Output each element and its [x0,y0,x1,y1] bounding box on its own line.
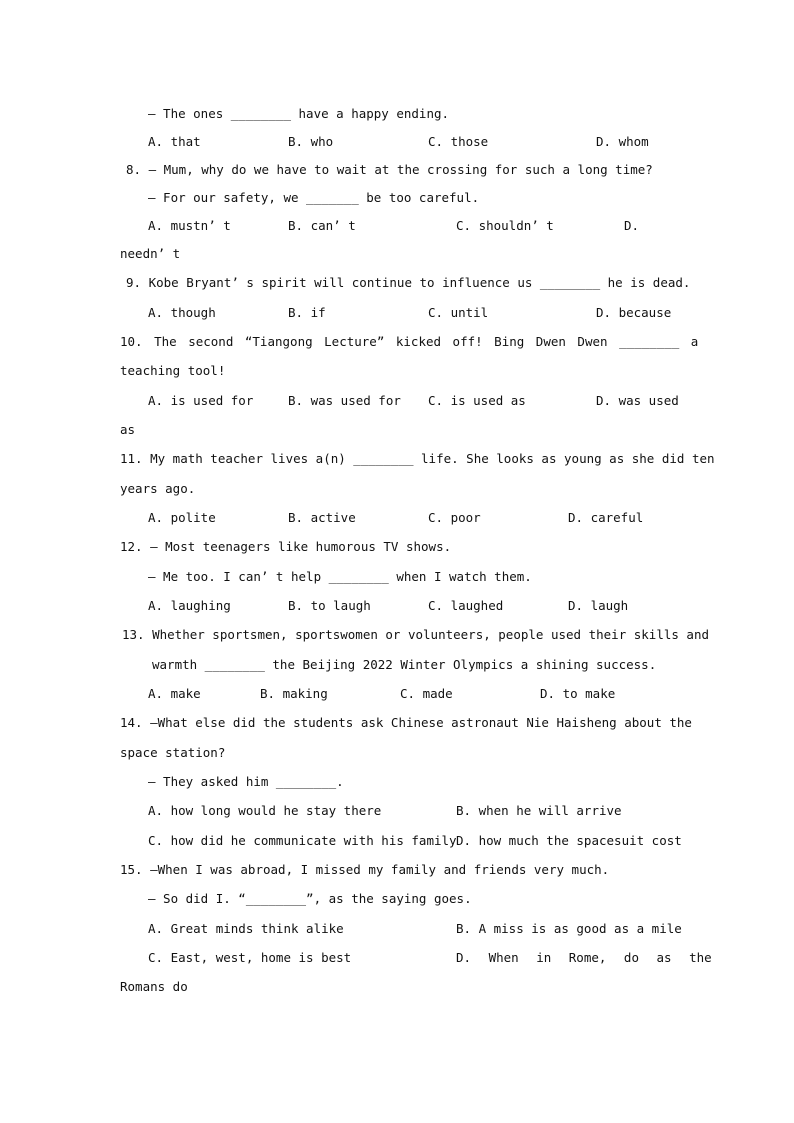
q15-option-c: C. East, west, home is best [148,950,352,965]
q12-answer-line: — Me too. I can’ t help ________ when I watch them. [148,569,532,584]
q14-option-d: D. how much the spacesuit cost [456,833,682,848]
q12-prompt: 12. — Most teenagers like humorous TV shows. [120,539,452,554]
q14-option-c: C. how did he communicate with his family [148,833,457,848]
q12-option-b: B. to laugh [288,598,371,613]
q13-option-b: B. making [260,686,328,701]
q8-option-b: B. can’ t [288,218,356,233]
q12-option-c: C. laughed [428,598,504,613]
q10-option-d: D. was used [596,393,679,408]
q9-option-a: A. though [148,305,216,320]
q11-option-a: A. polite [148,510,216,525]
q14-answer-line: — They asked him ________. [148,774,344,789]
q11-option-d: D. careful [568,510,644,525]
q15-prompt: 15. —When I was abroad, I missed my family and friends very much. [120,862,610,877]
q15-option-d: D. When in Rome, do as the [456,950,712,965]
q13-option-a: A. make [148,686,201,701]
q11-prompt: 11. My math teacher lives a(n) ________ life. She looks as young as she did ten [120,451,715,466]
q8-prompt: 8. — Mum, why do we have to wait at the crossing for such a long time? [126,162,653,177]
q11-prompt-continued: years ago. [120,481,196,496]
q13-option-c: C. made [400,686,453,701]
q13-prompt: 13. Whether sportsmen, sportswomen or volunteers, people used their skills and [122,627,709,642]
q10-option-b: B. was used for [288,393,401,408]
q7-answer-line: — The ones ________ have a happy ending. [148,106,450,121]
q9-prompt: 9. Kobe Bryant’ s spirit will continue to influence us ________ he is dead. [126,275,691,290]
q8-answer-line: — For our safety, we _______ be too careful. [148,190,480,205]
q8-option-c: C. shouldn’ t [456,218,554,233]
q10-option-a: A. is used for [148,393,254,408]
q9-option-b: B. if [288,305,326,320]
q15-option-a: A. Great minds think alike [148,921,344,936]
q10-option-c: C. is used as [428,393,526,408]
q12-option-a: A. laughing [148,598,231,613]
q15-answer-line: — So did I. “________”, as the saying goes. [148,891,472,906]
q7-option-c: C. those [428,134,489,149]
q10-prompt-continued: teaching tool! [120,363,226,378]
q13-option-d: D. to make [540,686,616,701]
q7-option-d: D. whom [596,134,649,149]
q8-option-d: D. [624,218,640,233]
q8-option-d-continued: needn’ t [120,246,181,261]
q14-prompt: 14. —What else did the students ask Chinese astronaut Nie Haisheng about the [120,715,692,730]
q15-option-d-continued: Romans do [120,979,188,994]
q9-option-d: D. because [596,305,672,320]
q13-prompt-continued: warmth ________ the Beijing 2022 Winter Olympics a shining success. [152,657,657,672]
q12-option-d: D. laugh [568,598,629,613]
q14-option-a: A. how long would he stay there [148,803,382,818]
q10-option-d-continued: as [120,422,136,437]
q8-option-a: A. mustn’ t [148,218,231,233]
q7-option-a: A. that [148,134,201,149]
q7-option-b: B. who [288,134,334,149]
q14-option-b: B. when he will arrive [456,803,622,818]
q11-option-b: B. active [288,510,356,525]
q9-option-c: C. until [428,305,489,320]
q14-prompt-continued: space station? [120,745,226,760]
q11-option-c: C. poor [428,510,481,525]
q10-prompt: 10. The second “Tiangong Lecture” kicked off! Bing Dwen Dwen ________ a [120,334,699,349]
q15-option-b: B. A miss is as good as a mile [456,921,682,936]
